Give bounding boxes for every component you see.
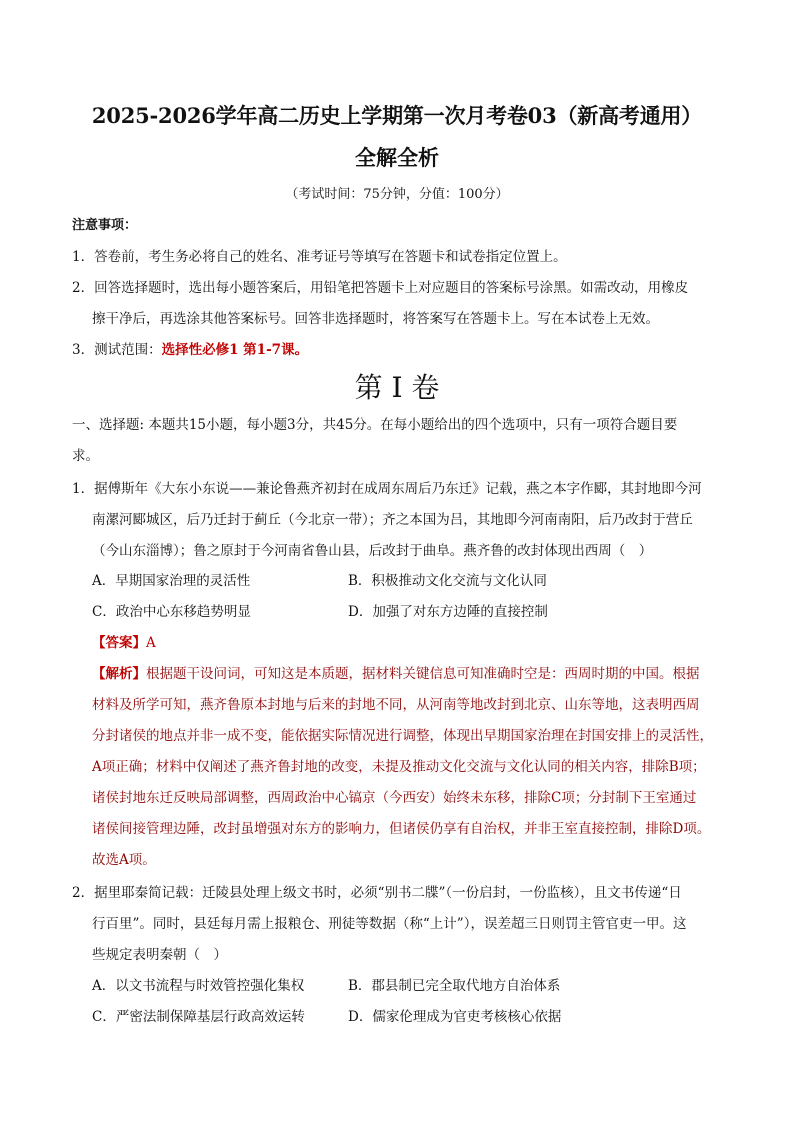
q2-option-b: B．郡县制已完全取代地方自治体系 xyxy=(348,978,561,994)
section-intro-line-1: 一、选择题: 本题共15小题，每小题3分，共45分。在每小题给出的四个选项中，只有一项符合题目要 xyxy=(72,417,678,433)
q1-answer xyxy=(92,628,732,659)
exam-info: （考试时间：75分钟，分值：100分） xyxy=(285,187,509,202)
document-subtitle: 全解全析 xyxy=(355,145,439,170)
q1-analysis-line-3: 分封诸侯的地点并非一成不变，能依据实际情况进行调整，体现出早期国家治理在封国安排上的灵活性， xyxy=(92,728,713,744)
q1-analysis-line-4: A项正确；材料中仅阐述了燕齐鲁封地的改变，未提及推动文化交流与文化认同的相关内容，排除B项； xyxy=(92,759,706,775)
q2-stem-line-1: 2．据里耶秦简记载：迁陵县处理上级文书时，必须“别书二牒”（一份启封，一份监核），且文书传递“日 xyxy=(72,885,682,901)
q1-analysis-line-7: 故选A项。 xyxy=(92,852,156,868)
section-intro-line-2: 求。 xyxy=(72,448,99,464)
q2-options-row-2 xyxy=(92,1002,732,1033)
q1-option-d: D．加强了对东方边陲的直接控制 xyxy=(348,604,548,620)
q2-option-c: C．严密法制保障基层行政高效运转 xyxy=(92,1009,305,1025)
notice-item-1: 1．答卷前，考生务必将自己的姓名、准考证号等填写在答题卡和试卷指定位置上。 xyxy=(72,249,567,265)
q1-option-a: A．早期国家治理的灵活性 xyxy=(92,573,251,589)
q2-option-d: D．儒家伦理成为官吏考核核心依据 xyxy=(348,1009,562,1025)
test-scope: 选择性必修1 第1-7课 xyxy=(161,342,295,358)
notice-title: 注意事项： xyxy=(72,218,138,233)
document-title: 2025-2026学年高二历史上学期第一次月考卷03（新高考通用） xyxy=(91,103,703,128)
q1-analysis-line-1 xyxy=(92,659,732,690)
q1-answer-label: 【答案】 xyxy=(92,635,146,651)
q1-option-c: C．政治中心东移趋势明显 xyxy=(92,604,251,620)
q1-analysis-line-6: 诸侯间接管理边陲，改封虽增强对东方的影响力，但诸侯仍享有自治权，并非王室直接控制，排除D项。 xyxy=(92,821,711,837)
notice-item-3 xyxy=(72,335,732,366)
q2-options-row-1 xyxy=(92,971,732,1002)
q1-analysis-label: 【解析】 xyxy=(92,666,146,682)
section-heading: 第 I 卷 xyxy=(354,371,440,404)
q2-option-a: A．以文书流程与时效管控强化集权 xyxy=(92,978,305,994)
notice-item-2-line-1: 2．回答选择题时，选出每小题答案后，用铅笔把答题卡上对应题目的答案标号涂黑。如需改动，用橡皮 xyxy=(72,280,689,296)
q2-stem-line-3: 些规定表明秦朝（ ） xyxy=(92,947,227,963)
notice-item-3-suffix: 。 xyxy=(294,342,309,358)
q1-stem-line-2: 南漯河郾城区，后乃迁封于蓟丘（今北京一带）；齐之本国为吕，其地即今河南南阳，后乃改封于营丘 xyxy=(92,512,693,528)
q1-stem-line-3: （今山东淄博）；鲁之原封于今河南省鲁山县，后改封于曲阜。燕齐鲁的改封体现出西周（ ） xyxy=(92,543,653,559)
q1-options-row-2 xyxy=(92,597,732,628)
q1-analysis-line-5: 诸侯封地东迁反映局部调整，西周政治中心镐京（今西安）始终未东移，排除C项；分封制下王室通过 xyxy=(92,790,697,806)
notice-item-3-prefix: 3．测试范围： xyxy=(72,342,162,358)
notice-item-2-line-2: 擦干净后，再选涂其他答案标号。回答非选择题时，将答案写在答题卡上。写在本试卷上无效。 xyxy=(92,311,659,327)
q2-stem-line-2: 行百里”。同时，县廷每月需上报粮仓、刑徒等数据（称“上计”），误差超三日则罚主管官吏一甲。这 xyxy=(92,916,687,932)
q1-analysis-line-2: 材料及所学可知，燕齐鲁原本封地与后来的封地不同，从河南等地改封到北京、山东等地，这表明西周 xyxy=(92,697,700,713)
q1-option-b: B．积极推动文化交流与文化认同 xyxy=(348,573,547,589)
q1-options-row-1 xyxy=(92,566,732,597)
q1-analysis-text-1: 根据题干设问词，可知这是本质题，据材料关键信息可知准确时空是：西周时期的中国。根据 xyxy=(146,666,700,682)
q1-answer-value: A xyxy=(146,635,156,651)
q1-stem-line-1: 1．据傅斯年《大东小东说——兼论鲁燕齐初封在成周东周后乃东迁》记载，燕之本字作郾，其封地即今河 xyxy=(72,481,702,497)
